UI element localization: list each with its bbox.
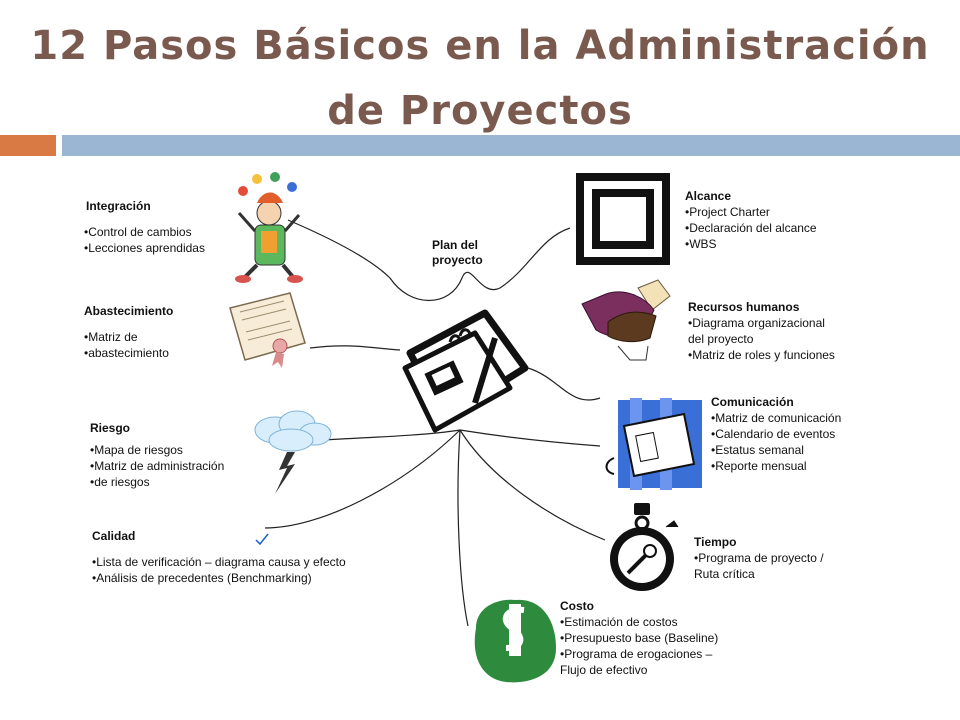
list-item-continued xyxy=(560,662,718,678)
list-item: • Matriz de roles y funciones xyxy=(688,347,835,363)
list-item: • Estimación de costos xyxy=(560,614,718,630)
certificate-icon xyxy=(230,293,305,368)
telephone-icon xyxy=(607,398,703,490)
list-item: • Lecciones aprendidas xyxy=(84,240,205,256)
list-item-text: Flujo de efectivo xyxy=(560,663,648,677)
list-item: • Reporte mensual xyxy=(711,458,841,474)
node-heading: Tiempo xyxy=(694,535,737,549)
node-heading: Comunicación xyxy=(711,395,794,409)
node-heading: Abastecimiento xyxy=(84,304,174,318)
list-item: • Presupuesto base (Baseline) xyxy=(560,630,718,646)
list-item: • Matriz de xyxy=(84,329,173,345)
planner-notebook-icon xyxy=(405,313,525,430)
center-label-line1: Plan del xyxy=(432,238,479,252)
node-heading: Alcance xyxy=(685,189,732,203)
list-item: • abastecimiento xyxy=(84,345,173,361)
slide-title-line2: de Proyectos xyxy=(327,88,633,134)
node-heading: Recursos humanos xyxy=(688,300,800,314)
list-item: • Control de cambios xyxy=(84,224,205,240)
node-riesgo xyxy=(90,420,224,490)
list-item-text: Ruta crítica xyxy=(694,567,755,581)
list-item: • Calendario de eventos xyxy=(711,426,841,442)
list-item: • Estatus semanal xyxy=(711,442,841,458)
square-frame-icon xyxy=(580,177,666,261)
node-heading: Riesgo xyxy=(90,421,131,435)
list-item: • Matriz de comunicación xyxy=(711,410,841,426)
handshake-icon xyxy=(582,280,670,360)
project-plan-diagram xyxy=(70,168,866,686)
center-label-line2: proyecto xyxy=(432,253,483,267)
connector-costo xyxy=(458,430,468,626)
accent-bar-orange xyxy=(0,135,56,156)
list-item: • Matriz de administración xyxy=(90,458,224,474)
accent-bar-blue xyxy=(62,135,960,156)
node-comunicacion xyxy=(711,394,841,474)
list-item: • Lista de verificación – diagrama causa y efecto xyxy=(92,554,346,570)
list-item-continued xyxy=(694,566,824,582)
slide-title-line1: 12 Pasos Básicos en la Administración xyxy=(30,23,930,69)
list-item: • Programa de erogaciones – xyxy=(560,646,718,662)
list-item: • Project Charter xyxy=(685,204,817,220)
node-recursos-humanos xyxy=(688,299,835,363)
node-calidad xyxy=(92,528,346,586)
node-integracion xyxy=(84,198,205,256)
dollar-bag-icon xyxy=(475,600,556,683)
stopwatch-icon xyxy=(610,503,678,591)
juggling-clown-icon xyxy=(235,172,303,283)
connector-abastecimiento xyxy=(310,346,400,350)
connector-recursos xyxy=(528,368,600,400)
connector-integracion-alcance xyxy=(288,220,570,301)
list-item: • WBS xyxy=(685,236,817,252)
list-item-text: del proyecto xyxy=(688,332,754,346)
list-item: • Análisis de precedentes (Benchmarking) xyxy=(92,570,346,586)
node-costo xyxy=(560,598,718,678)
node-heading: Costo xyxy=(560,599,594,613)
connector-comunicacion xyxy=(460,430,600,446)
list-item: • de riesgos xyxy=(90,474,224,490)
node-tiempo xyxy=(694,534,824,582)
list-item: • Diagrama organizacional xyxy=(688,315,835,331)
node-abastecimiento xyxy=(84,303,173,361)
storm-cloud-icon xyxy=(255,411,331,494)
node-alcance xyxy=(685,188,817,252)
connector-tiempo xyxy=(460,430,605,540)
list-item: • Mapa de riesgos xyxy=(90,442,224,458)
list-item-continued xyxy=(688,331,835,347)
list-item: • Programa de proyecto / xyxy=(694,550,824,566)
center-label xyxy=(432,238,483,268)
list-item: • Declaración del alcance xyxy=(685,220,817,236)
node-heading: Integración xyxy=(86,199,151,213)
node-heading: Calidad xyxy=(92,529,136,543)
